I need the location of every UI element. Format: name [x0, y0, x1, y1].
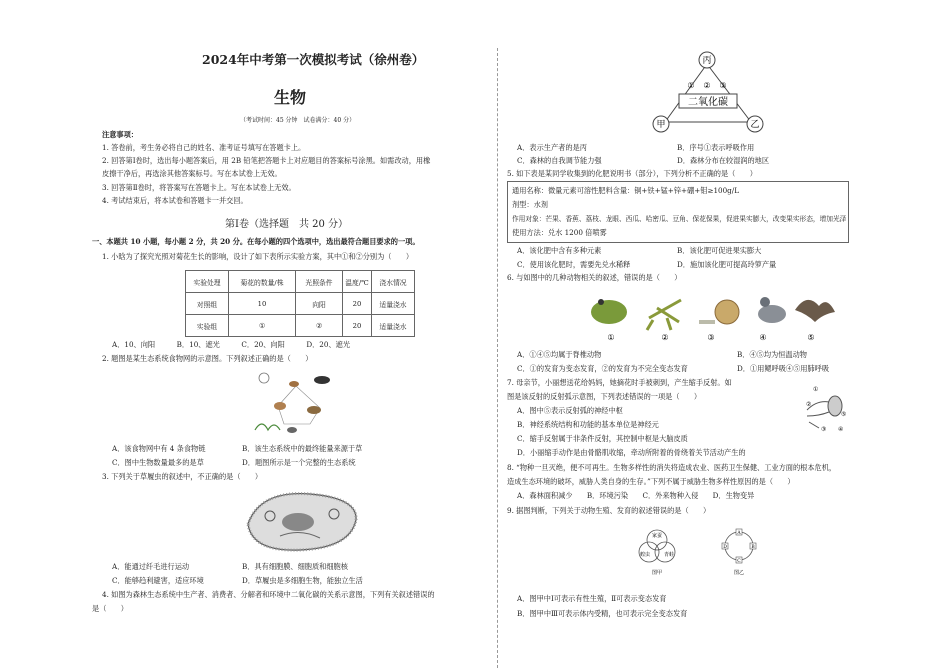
diagram-center-label: 二氧化碳 [688, 97, 728, 108]
q3-stem: 3. 下列关于草履虫的叙述中，不正确的是（ ） [102, 472, 263, 481]
animals-image [587, 288, 837, 344]
subject-title: 生物 [274, 88, 307, 107]
table-header: 温度/℃ [343, 271, 372, 293]
q9-option-a: A．图甲中Ⅰ可表示有性生殖，Ⅱ可表示变态发育 [517, 594, 667, 603]
notice-4: 4. 考试结束后，将本试卷和答题卡一并交回。 [102, 196, 248, 205]
cycle-label-a: A [737, 531, 741, 536]
q7-option-b: B．神经系统结构和功能的基本单位是神经元 [517, 420, 659, 429]
q7-stem: 7. 母亲节，小丽想送花给妈妈，她摘花时手被刺到，产生缩手反射。如 [507, 378, 732, 387]
q1-table [185, 270, 415, 337]
table-cell: 适量浇水 [372, 293, 415, 315]
reflex-num-4: ④ [838, 426, 844, 432]
q3-option-b: B．具有细胞膜、细胞质和细胞核 [242, 562, 348, 571]
notice-2: 2. 回答第Ⅰ卷时，选出每小题答案后，用 2B 铅笔把答题卡上对应题目的答案标号涂黑。如需改动，用橡 [102, 156, 431, 165]
reflex-arc-diagram [805, 382, 847, 432]
diagram-node-right: 乙 [750, 120, 760, 130]
cycle-label-c: C [737, 559, 741, 564]
table-cell: ② [296, 315, 343, 337]
q8-options: A．森林面积减少 B．环境污染 C．外来物种入侵 D．生物变异 [517, 491, 755, 500]
left-column [92, 0, 487, 672]
paramecium-image [240, 484, 362, 558]
venn-label-2: 蝗虫 [639, 552, 651, 558]
table-cell: 20 [343, 315, 372, 337]
q5-option-b: B．该化肥可促进果实膨大 [677, 246, 762, 255]
table-header: 实验处理 [186, 271, 229, 293]
q3-option-d: D．草履虫是多细胞生物，能独立生活 [242, 576, 363, 585]
q4-option-d: D．森林分布在较湿润的地区 [677, 156, 770, 165]
q1-options: A．10、向阳 B．10、遮光 C．20、向阳 D．20、遮光 [112, 340, 351, 349]
section-instruction: 一、本题共 10 小题，每小题 2 分，共 20 分。在每小题的四个选项中，选出最符合题目要求的一项。 [92, 237, 420, 246]
q7-stem-cont: 图是该反射的反射弧示意图，下列表述错误的一项是（ ） [507, 392, 702, 401]
column-divider [497, 48, 498, 668]
fig2-label: 图乙 [733, 570, 745, 576]
q4-option-b: B．序号①表示呼吸作用 [677, 143, 755, 152]
q5-option-c: C．使用该化肥时，需要先兑水稀释 [517, 260, 631, 269]
carbon-cycle-diagram [643, 48, 773, 136]
q6-option-a: A．①④⑤均属于脊椎动物 [517, 350, 602, 359]
diagram-num-1: ① [687, 81, 695, 90]
q1-stem: 1. 小晗为了探究光照对菊花生长的影响，设计了如下表所示实验方案，其中①和②分别为（ ） [102, 252, 414, 261]
notice-1: 1. 答卷前，考生务必将自己的姓名、准考证号填写在答题卡上。 [102, 143, 306, 152]
reflex-num-3: ③ [821, 426, 827, 432]
animal-label-5: ⑤ [807, 333, 815, 342]
q6-option-d: D．①用鳃呼吸④⑤用肺呼吸 [737, 364, 830, 373]
reflex-num-5: ⑤ [841, 411, 847, 418]
cycle-label-b: B [751, 545, 755, 550]
animal-label-3: ③ [707, 333, 715, 342]
venn-label-3: 青蛙 [663, 552, 675, 558]
diagram-node-top: 丙 [702, 56, 712, 66]
table-row [186, 315, 415, 337]
q9-stem: 9. 据图判断，下列关于动物生殖、发育的叙述错误的是（ ） [507, 506, 711, 515]
reflex-num-2: ② [806, 401, 812, 408]
table-cell: 20 [343, 293, 372, 315]
q8-stem-cont: 造成生态环境的破坏，威胁人类自身的生存。”下列不属于威胁生物多样性原因的是（ ） [507, 477, 795, 486]
table-cell: 对照组 [186, 293, 229, 315]
table-header: 菊花的数量/株 [229, 271, 296, 293]
q2-option-c: C．图中生物数量最多的是草 [112, 458, 204, 467]
diagram-num-3: ③ [719, 81, 727, 90]
exam-meta: （考试时间：45 分钟 试卷满分：40 分） [240, 117, 356, 124]
fertilizer-line-4: 使用方法：兑水 1200 倍喷雾 [512, 228, 607, 237]
right-column [507, 0, 847, 672]
q7-option-c: C．缩手反射属于非条件反射，其控制中枢是大脑皮质 [517, 434, 688, 443]
table-cell: 适量浇水 [372, 315, 415, 337]
table-cell: 向阳 [296, 293, 343, 315]
table-header-row [186, 271, 415, 293]
q7-option-a: A．图中⑤表示反射弧的神经中枢 [517, 406, 623, 415]
fertilizer-line-2: 剂型：水剂 [512, 200, 548, 209]
fig1-label: 图甲 [651, 570, 663, 576]
q4-stem-cont: 是（ ） [92, 604, 128, 613]
venn-label-1: 家蚕 [651, 533, 663, 539]
exam-title: 2024年中考第一次模拟考试（徐州卷） [202, 52, 425, 67]
q3-option-c: C．能够趋利避害，适应环境 [112, 576, 204, 585]
section-title: 第Ⅰ卷（选择题 共 20 分） [225, 219, 349, 230]
q6-option-c: C．①的发育为变态发育，②的发育为不完全变态发育 [517, 364, 688, 373]
q5-option-d: D．施加该化肥可提高玲箩产量 [677, 260, 777, 269]
q8-stem: 8. “物种一旦灭绝，便不可再生。生物多样性的消失将造成农业、医药卫生保健、工业方面的根本危机， [507, 463, 837, 472]
cycle-label-d: D [723, 545, 727, 550]
notice-3: 3. 回答第Ⅱ卷时，将答案写在答题卡上。写在本试卷上无效。 [102, 183, 296, 192]
fertilizer-line-1: 通用名称：微量元素可溶性肥料含量：铜+铁+锰+锌+硼+钼≥100g/L [512, 186, 739, 195]
table-cell: 实验组 [186, 315, 229, 337]
reflex-num-1: ① [813, 386, 819, 393]
notice-heading: 注意事项： [102, 130, 138, 139]
q4-option-a: A．表示生产者的是丙 [517, 143, 587, 152]
notice-2-cont: 皮擦干净后，再选涂其他答案标号。写在本试卷上无效。 [102, 169, 282, 178]
animal-label-1: ① [607, 333, 615, 342]
table-row [186, 293, 415, 315]
reproduction-diagram [627, 520, 777, 578]
fertilizer-line-3: 作用对象：芒果、香蕉、荔枝、龙眼、西瓜、哈密瓜、豆角、保花保果，促进果实膨大，改变果实形态，增加光泽 [512, 215, 847, 223]
food-web-image [250, 368, 345, 438]
q2-stem: 2. 题图是某生态系统食物网的示意图。下列叙述正确的是（ ） [102, 354, 313, 363]
q7-option-d: D．小丽缩手动作是由骨骼肌收缩，牵动所附着的骨绕着关节活动产生的 [517, 448, 746, 457]
table-cell: 10 [229, 293, 296, 315]
animal-label-4: ④ [759, 333, 767, 342]
q2-option-d: D．题图所示是一个完整的生态系统 [242, 458, 356, 467]
fertilizer-label-box [507, 181, 849, 243]
q2-option-a: A．该食物网中有 4 条食物链 [112, 444, 206, 453]
diagram-num-2: ② [703, 81, 711, 90]
table-header: 浇水情况 [372, 271, 415, 293]
q5-option-a: A．该化肥中含有多种元素 [517, 246, 602, 255]
q4-option-c: C．森林的自我调节能力强 [517, 156, 602, 165]
animal-label-2: ② [661, 333, 669, 342]
q9-option-b: B．图甲中Ⅲ可表示体内受精，也可表示完全变态发育 [517, 609, 688, 618]
diagram-node-left: 甲 [656, 120, 666, 130]
q6-option-b: B．④⑤均为恒温动物 [737, 350, 807, 359]
q4-stem: 4. 如图为森林生态系统中生产者、消费者、分解者和环境中二氧化碳的关系示意图，下列有关叙述错误的 [102, 590, 435, 599]
q6-stem: 6. 与如图中的几种动物相关的叙述，错误的是（ ） [507, 273, 682, 282]
q3-option-a: A．能通过纤毛进行运动 [112, 562, 190, 571]
q5-stem: 5. 如下表是某同学收集到的化肥说明书（部分），下列分析不正确的是（ ） [507, 169, 757, 178]
q2-option-b: B．该生态系统中的最终能量来源于草 [242, 444, 363, 453]
table-header: 光照条件 [296, 271, 343, 293]
table-cell: ① [229, 315, 296, 337]
